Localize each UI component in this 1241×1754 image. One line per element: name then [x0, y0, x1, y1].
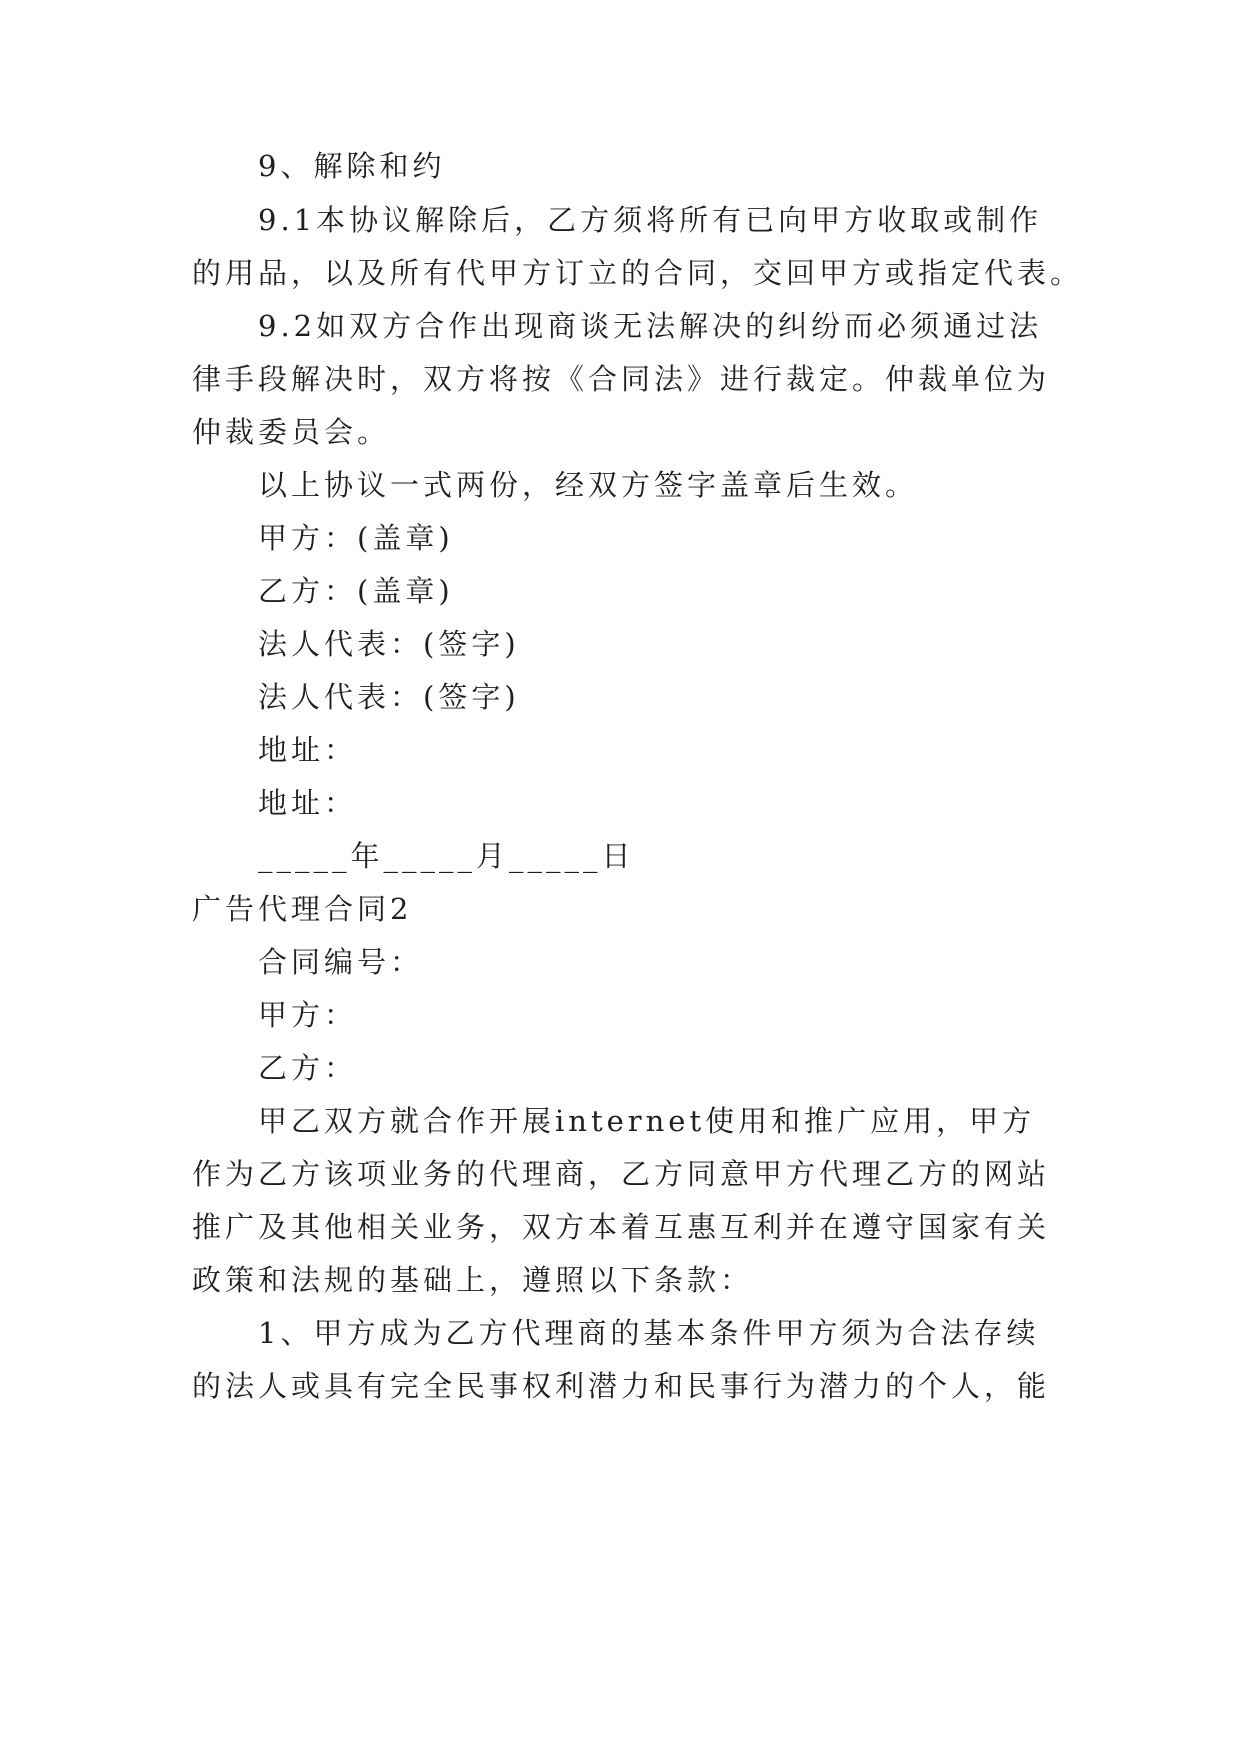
contract-2-party-b: 乙方：: [258, 1051, 358, 1085]
signature-rep-a: 法人代表：(签字): [258, 627, 520, 661]
closing-statement: 以上协议一式两份，经双方签字盖章后生效。: [258, 468, 919, 502]
signature-date: _____年_____月_____日: [258, 839, 635, 873]
intro-line-1: 甲乙双方就合作开展internet使用和推广应用，甲方: [258, 1104, 1036, 1138]
clause-1-line-2: 的法人或具有完全民事权利潜力和民事行为潜力的个人，能: [192, 1369, 1051, 1403]
clause-9-1-line-1: 9.1本协议解除后，乙方须将所有已向甲方收取或制作: [258, 203, 1043, 237]
intro-line-4: 政策和法规的基础上，遵照以下条款：: [192, 1263, 754, 1297]
clause-9-2-line-2: 律手段解决时，双方将按《合同法》进行裁定。仲裁单位为: [192, 362, 1051, 396]
clause-9-2-line-3: 仲裁委员会。: [192, 415, 391, 449]
intro-line-2: 作为乙方该项业务的代理商，乙方同意甲方代理乙方的网站: [192, 1157, 1051, 1191]
section-9-title: 9、解除和约: [258, 149, 446, 183]
clause-9-1-line-2: 的用品，以及所有代甲方订立的合同，交回甲方或指定代表。: [192, 256, 1084, 290]
signature-party-b: 乙方：(盖章): [258, 574, 454, 608]
clause-9-2-line-1: 9.2如双方合作出现商谈无法解决的纠纷而必须通过法: [258, 309, 1043, 343]
intro-line-3: 推广及其他相关业务，双方本着互惠互利并在遵守国家有关: [192, 1210, 1051, 1244]
signature-party-a: 甲方：(盖章): [258, 521, 454, 555]
clause-1-line-1: 1、甲方成为乙方代理商的基本条件甲方须为合法存续: [258, 1316, 1040, 1350]
contract-2-title: 广告代理合同2: [192, 892, 413, 926]
address-b: 地址：: [258, 786, 358, 820]
contract-2-party-a: 甲方：: [258, 998, 358, 1032]
address-a: 地址：: [258, 733, 358, 767]
signature-rep-b: 法人代表：(签字): [258, 680, 520, 714]
contract-number: 合同编号：: [258, 945, 424, 979]
